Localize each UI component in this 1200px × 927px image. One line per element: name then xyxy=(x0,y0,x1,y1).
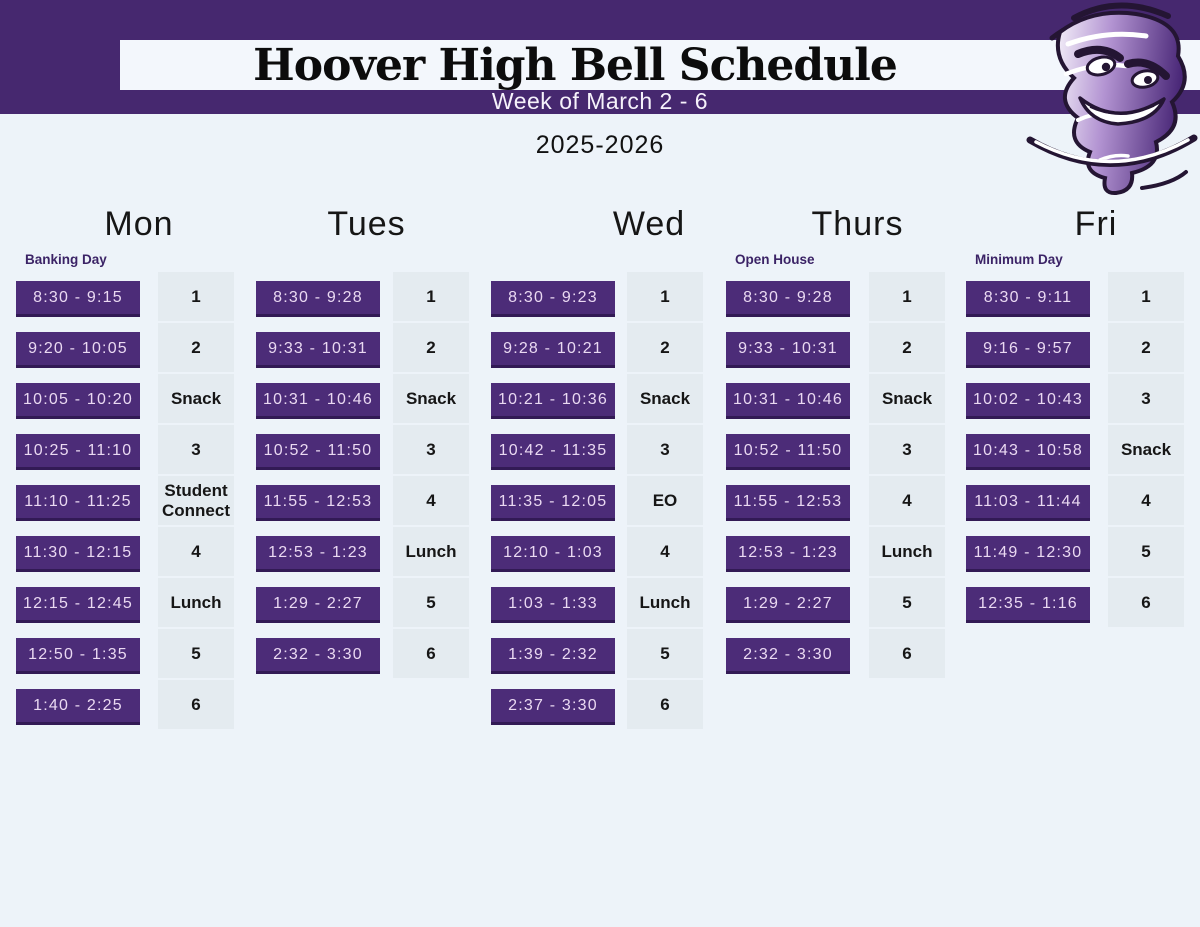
period-cell: 6 xyxy=(627,680,703,729)
period-cell: EO xyxy=(627,476,703,525)
period-cell: 2 xyxy=(393,323,469,372)
period-column xyxy=(627,272,703,729)
period-column xyxy=(1108,272,1184,627)
time-slot: 11:10 - 11:25 xyxy=(16,485,140,521)
time-slot: 10:52 - 11:50 xyxy=(726,434,850,470)
time-slot: 9:20 - 10:05 xyxy=(16,332,140,368)
period-cell: 4 xyxy=(158,527,234,576)
period-column xyxy=(158,272,234,729)
period-cell: Student Connect xyxy=(158,476,234,525)
time-slot: 10:52 - 11:50 xyxy=(256,434,380,470)
period-cell: 3 xyxy=(393,425,469,474)
time-slot: 12:50 - 1:35 xyxy=(16,638,140,674)
period-cell: 2 xyxy=(158,323,234,372)
time-slot: 2:32 - 3:30 xyxy=(726,638,850,674)
time-column xyxy=(491,281,615,725)
period-cell: Lunch xyxy=(627,578,703,627)
day-header: Thurs xyxy=(811,205,904,243)
period-cell: 2 xyxy=(627,323,703,372)
period-cell: 5 xyxy=(627,629,703,678)
period-cell: Lunch xyxy=(393,527,469,576)
period-column xyxy=(869,272,945,678)
time-slot: 11:49 - 12:30 xyxy=(966,536,1090,572)
time-slot: 9:16 - 9:57 xyxy=(966,332,1090,368)
period-cell: 1 xyxy=(869,272,945,321)
period-cell: 3 xyxy=(869,425,945,474)
day-note: Banking Day xyxy=(25,252,107,267)
time-slot: 12:53 - 1:23 xyxy=(256,536,380,572)
time-slot: 1:29 - 2:27 xyxy=(256,587,380,623)
time-slot: 9:28 - 10:21 xyxy=(491,332,615,368)
period-cell: Lunch xyxy=(869,527,945,576)
day-header: Fri xyxy=(1074,205,1118,243)
period-cell: 6 xyxy=(869,629,945,678)
week-subtitle: Week of March 2 - 6 xyxy=(491,88,709,114)
period-cell: Snack xyxy=(1108,425,1184,474)
period-cell: 6 xyxy=(158,680,234,729)
time-slot: 12:10 - 1:03 xyxy=(491,536,615,572)
time-slot: 10:25 - 11:10 xyxy=(16,434,140,470)
time-slot: 8:30 - 9:11 xyxy=(966,281,1090,317)
period-cell: 1 xyxy=(1108,272,1184,321)
time-slot: 8:30 - 9:23 xyxy=(491,281,615,317)
period-cell: 6 xyxy=(393,629,469,678)
time-column xyxy=(726,281,850,674)
day-header: Tues xyxy=(327,205,406,243)
period-cell: 3 xyxy=(158,425,234,474)
time-slot: 12:15 - 12:45 xyxy=(16,587,140,623)
school-year: 2025-2026 xyxy=(535,131,665,159)
time-slot: 11:03 - 11:44 xyxy=(966,485,1090,521)
period-cell: Lunch xyxy=(158,578,234,627)
period-cell: 2 xyxy=(1108,323,1184,372)
period-cell: 5 xyxy=(158,629,234,678)
period-cell: 4 xyxy=(1108,476,1184,525)
period-cell: 5 xyxy=(1108,527,1184,576)
period-column xyxy=(393,272,469,678)
time-slot: 10:02 - 10:43 xyxy=(966,383,1090,419)
time-slot: 10:31 - 10:46 xyxy=(726,383,850,419)
period-cell: 4 xyxy=(393,476,469,525)
period-cell: 5 xyxy=(869,578,945,627)
time-slot: 9:33 - 10:31 xyxy=(256,332,380,368)
period-cell: 3 xyxy=(1108,374,1184,423)
period-cell: 1 xyxy=(158,272,234,321)
time-column xyxy=(16,281,140,725)
period-cell: Snack xyxy=(158,374,234,423)
period-cell: 4 xyxy=(869,476,945,525)
time-slot: 8:30 - 9:28 xyxy=(256,281,380,317)
time-slot: 11:35 - 12:05 xyxy=(491,485,615,521)
time-slot: 1:03 - 1:33 xyxy=(491,587,615,623)
time-slot: 10:42 - 11:35 xyxy=(491,434,615,470)
time-slot: 2:32 - 3:30 xyxy=(256,638,380,674)
time-column xyxy=(966,281,1090,623)
time-slot: 2:37 - 3:30 xyxy=(491,689,615,725)
time-slot: 1:39 - 2:32 xyxy=(491,638,615,674)
time-column xyxy=(256,281,380,674)
day-header: Wed xyxy=(612,205,686,243)
time-slot: 8:30 - 9:28 xyxy=(726,281,850,317)
time-slot: 1:40 - 2:25 xyxy=(16,689,140,725)
day-header: Mon xyxy=(104,205,174,243)
time-slot: 10:31 - 10:46 xyxy=(256,383,380,419)
period-cell: 4 xyxy=(627,527,703,576)
period-cell: 1 xyxy=(627,272,703,321)
time-slot: 11:55 - 12:53 xyxy=(726,485,850,521)
time-slot: 10:21 - 10:36 xyxy=(491,383,615,419)
period-cell: 3 xyxy=(627,425,703,474)
page-title: Hoover High Bell Schedule xyxy=(253,39,897,91)
tornado-mascot-icon xyxy=(1022,2,1200,198)
period-cell: Snack xyxy=(627,374,703,423)
time-slot: 11:30 - 12:15 xyxy=(16,536,140,572)
time-slot: 1:29 - 2:27 xyxy=(726,587,850,623)
day-note: Open House xyxy=(735,252,815,267)
time-slot: 10:43 - 10:58 xyxy=(966,434,1090,470)
time-slot: 8:30 - 9:15 xyxy=(16,281,140,317)
period-cell: 1 xyxy=(393,272,469,321)
time-slot: 10:05 - 10:20 xyxy=(16,383,140,419)
period-cell: 2 xyxy=(869,323,945,372)
time-slot: 12:53 - 1:23 xyxy=(726,536,850,572)
period-cell: Snack xyxy=(869,374,945,423)
day-note: Minimum Day xyxy=(975,252,1063,267)
time-slot: 12:35 - 1:16 xyxy=(966,587,1090,623)
time-slot: 11:55 - 12:53 xyxy=(256,485,380,521)
period-cell: 6 xyxy=(1108,578,1184,627)
time-slot: 9:33 - 10:31 xyxy=(726,332,850,368)
period-cell: Snack xyxy=(393,374,469,423)
period-cell: 5 xyxy=(393,578,469,627)
